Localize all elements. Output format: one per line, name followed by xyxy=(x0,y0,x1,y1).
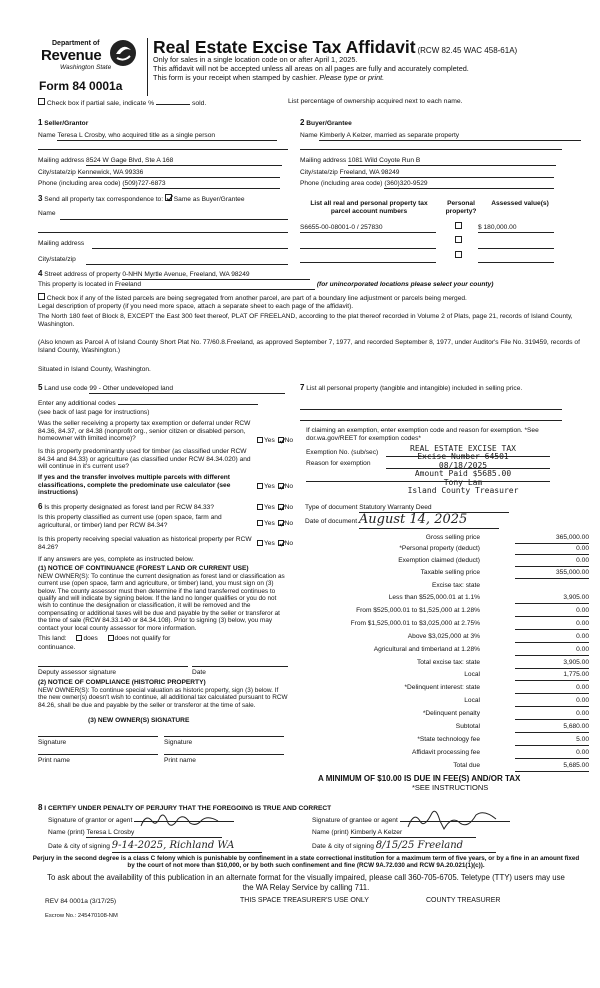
grantee-name-label: Name (print) xyxy=(312,829,349,836)
same-as-buyer-checkbox[interactable] xyxy=(165,194,172,201)
land-use-label: Land use code xyxy=(44,385,88,392)
sec6-q3: Is this property receiving special valuation as historical property per RCW 84.26? xyxy=(38,536,252,551)
total-state-label: Total excise tax: state xyxy=(416,659,480,666)
new-owner-print-1[interactable] xyxy=(38,754,158,755)
header-note3: This form is your receipt when stamped by cashier. xyxy=(153,73,318,82)
s6q1-no-label: No xyxy=(284,504,294,511)
q2-no-checkbox[interactable] xyxy=(278,483,284,489)
personal-col-header: Personal property? xyxy=(445,200,477,215)
assessed-row-3[interactable] xyxy=(478,262,554,263)
delinquent-interest-state-label: *Delinquent interest: state xyxy=(404,684,480,691)
seller-phone[interactable]: (509)727-6873 xyxy=(122,180,280,189)
tier3-label: From $1,525,000.01 to $3,025,000 at 2.75% xyxy=(350,620,480,627)
street-address[interactable]: 0-NHN Myrtle Avenue, Freeland, WA 98249 xyxy=(122,271,310,280)
notice3-heading: (3) NEW OWNER(S) SIGNATURE xyxy=(88,717,190,724)
see-instructions: *SEE INSTRUCTIONS xyxy=(412,783,489,792)
notice1-body: NEW OWNER(S): To continue the current designation as forest land or classification as current use (open space, farm and agriculture, or timber) land, you must sign on (3) below. The county assessor must then determine if the land transferred continues to qualify and will indicate by signing below. If the land no longer qualifies or you do not wish to continue the designation or classification, it will be removed and the compensating or additional taxes will be due and payable by the seller or transferor at the time of sale (RCW 84.33.140 or 84.34.108). Prior to signing (3) below, you may contact your local county assessor for more information. xyxy=(38,573,285,632)
does-checkbox[interactable] xyxy=(76,635,82,641)
stamp-line6: Island County Treasurer xyxy=(407,485,519,495)
tier2-value[interactable]: 0.00 xyxy=(515,607,589,617)
exemption-deduct-label: Exemption claimed (deduct) xyxy=(398,557,480,564)
assessed-row-2[interactable] xyxy=(478,248,554,249)
sec6-q2: Is this property classified as current use (open space, farm and agricultural, or timber) land per RCW 84.34? xyxy=(38,514,222,529)
deputy-date-field[interactable] xyxy=(192,666,288,667)
parcel-col-header: List all real and personal property tax parcel account numbers xyxy=(310,200,428,215)
ownership-note: List percentage of ownership acquired next to each name. xyxy=(288,98,463,105)
grantee-date-label: Date & city of signing xyxy=(312,843,374,850)
parcel-row-3[interactable] xyxy=(300,262,436,263)
delinquent-interest-local-label: Local xyxy=(464,697,480,704)
new-owner-print-2[interactable] xyxy=(164,754,284,755)
sig1-label: Signature xyxy=(38,739,67,746)
wa-logo-icon xyxy=(108,38,138,68)
gross-price-value[interactable]: 365,000.00 xyxy=(515,534,589,544)
sec3-mail-field[interactable] xyxy=(92,248,288,249)
sec6-note: If any answers are yes, complete as instructed below. xyxy=(38,556,195,563)
checkmark-icon xyxy=(279,541,285,547)
treasurer-use-label: THIS SPACE TREASURER'S USE ONLY xyxy=(240,897,369,904)
s6q1-yes-label: Yes xyxy=(264,504,275,511)
seller-name[interactable]: Teresa L Crosby, who acquired title as a single person xyxy=(57,132,277,141)
additional-codes-note: (see back of last page for instructions) xyxy=(38,409,150,416)
partial-sale-percent[interactable] xyxy=(156,104,190,105)
notice1-heading: (1) NOTICE OF CONTINUANCE (FOREST LAND OR CURRENT USE) xyxy=(38,565,249,572)
tier4-value[interactable]: 0.00 xyxy=(515,633,589,643)
notice2-body: NEW OWNER(S): To continue special valuation as historic property, sign (3) below. If the new owner(s) doesn't wish to continue, all additional tax calculated pursuant to RCW 84.26, shall be due and payable by the seller or transferor at the time of sale. xyxy=(38,687,288,709)
q2-yes-checkbox[interactable] xyxy=(257,483,263,489)
grantor-name-label: Name (print) xyxy=(48,829,85,836)
deputy-signature-field[interactable] xyxy=(38,666,188,667)
notice2-heading: (2) NOTICE OF COMPLIANCE (HISTORIC PROPERTY) xyxy=(38,679,206,686)
additional-codes-field[interactable] xyxy=(118,404,258,405)
delinquent-interest-local-value[interactable]: 0.00 xyxy=(515,697,589,707)
agri-value[interactable]: 0.00 xyxy=(515,646,589,656)
seller-city-label: City/state/zip xyxy=(38,169,76,176)
processing-fee-value[interactable]: 0.00 xyxy=(515,749,589,759)
s6q3-yes-checkbox[interactable] xyxy=(257,540,263,546)
agri-label: Agricultural and timberland at 1.28% xyxy=(373,646,480,653)
checkmark-icon xyxy=(279,505,285,511)
total-state-value[interactable]: 3,905.00 xyxy=(515,659,589,669)
legal-description-3: Situated in Island County, Washington. xyxy=(38,366,151,373)
buyer-num: 2 xyxy=(300,118,305,127)
seller-heading: Seller/Grantor xyxy=(44,120,89,127)
s6q2-yes-label: Yes xyxy=(264,520,275,527)
checkmark-icon xyxy=(279,438,285,444)
delinquent-interest-state-value[interactable]: 0.00 xyxy=(515,684,589,694)
q1-yes-label: Yes xyxy=(264,437,275,444)
grantor-signature-field[interactable] xyxy=(134,821,234,822)
exemption-deduct-value[interactable]: 0.00 xyxy=(515,557,589,567)
stamp-line5: Tony Lam xyxy=(443,477,483,487)
seller-num: 1 xyxy=(38,118,43,127)
deputy-date-label: Date xyxy=(192,669,206,676)
sec6-num: 6 xyxy=(38,502,43,511)
buyer-heading: Buyer/Grantee xyxy=(306,120,352,127)
seller-name-label: Name xyxy=(38,132,56,139)
minimum-due-note: A MINIMUM OF $10.00 IS DUE IN FEE(S) AND/OR TAX xyxy=(318,774,521,783)
local-tax-value[interactable]: 1,775.00 xyxy=(515,671,589,681)
buyer-name[interactable]: Kimberly A Kelzer, married as separate property xyxy=(319,132,581,141)
seller-city[interactable]: Kennewick, WA 99336 xyxy=(78,169,280,178)
sec4-num: 4 xyxy=(38,269,43,278)
excise-state-label: Excise tax: state xyxy=(431,582,480,589)
this-land-label: This land: xyxy=(38,635,67,642)
stamp-line3: 08/18/2025 xyxy=(438,460,488,470)
legal-description-1: The North 180 feet of Block 8, EXCEPT the East 300 feet thereof, PLAT OF FREELAND, according to the plat thereof recorded in Volume 2 of Plats, page 21, records of Island County, Washington. xyxy=(38,313,573,328)
does-not-label: does not qualify for xyxy=(114,635,171,642)
q2-yes-label: Yes xyxy=(264,483,275,490)
stamp-line1: REAL ESTATE EXCISE TAX xyxy=(410,444,516,453)
grantee-date-city[interactable]: 8/15/25 Freeland xyxy=(376,840,496,853)
does-not-checkbox[interactable] xyxy=(108,635,114,641)
personal-property-line-2[interactable] xyxy=(300,420,562,421)
sec8-num: 8 xyxy=(38,803,43,812)
taxable-price-value[interactable]: 355,000.00 xyxy=(515,569,589,579)
checkmark-icon xyxy=(166,195,173,202)
assessed-col-header: Assessed value(s) xyxy=(491,200,549,207)
sec5-num: 5 xyxy=(38,383,43,392)
s6q2-yes-checkbox[interactable] xyxy=(257,520,263,526)
grantee-signature-field[interactable] xyxy=(400,821,510,822)
seller-mail[interactable]: 8524 W Gage Blvd, Ste A 168 xyxy=(86,157,282,166)
buyer-phone-label: Phone (including area code) xyxy=(300,180,383,187)
exemption-no-label: Exemption No. (sub/sec) xyxy=(306,449,379,456)
sec3-text: Send all property tax correspondence to: xyxy=(44,196,164,203)
doc-type[interactable]: Statutory Warranty Deed xyxy=(359,504,509,513)
perjury-notice: Perjury in the second degree is a class C felony which is punishable by confinement in a state correctional institution for a maximum term of five years, or by a fine in an amount fixed by the court of not more than $10,000, or by both such confinement and fine (RCW 9A.72.030 and RCW 9A.20.021(1)(c)). xyxy=(32,855,580,870)
tech-fee-value[interactable]: 5.00 xyxy=(515,736,589,746)
location-value[interactable]: Freeland xyxy=(115,281,315,290)
s6q3-no-label: No xyxy=(284,540,294,547)
checkmark-icon xyxy=(279,521,285,527)
segregate-label: Check box if any of the listed parcels are being segregated from another parcel, are part of a boundary line adjustment or parcels being merged. xyxy=(46,295,467,302)
parcel-number[interactable]: S6655-00-08001-0 / 257830 xyxy=(300,224,436,233)
header-divider xyxy=(147,38,148,96)
q1-no-label: No xyxy=(284,437,294,444)
buyer-city-label: City/state/zip xyxy=(300,169,338,176)
does-label: does xyxy=(83,635,98,642)
reason-label: Reason for exemption xyxy=(306,460,371,467)
seller-mail-label: Mailing address xyxy=(38,157,85,164)
header-note3b: Please type or print. xyxy=(319,73,385,82)
tier1-label: Less than $525,000.01 at 1.1% xyxy=(388,594,480,601)
sec3-city-label: City/state/zip xyxy=(38,256,76,263)
legal-label: Legal description of property (if you need more space, attach a separate sheet to each page of the affidavit). xyxy=(38,303,354,310)
dept-line2: Revenue xyxy=(41,47,102,64)
s6q2-no-checkbox[interactable] xyxy=(278,520,284,526)
buyer-phone[interactable]: (360)320-9529 xyxy=(384,180,554,189)
personal-property-checkbox[interactable] xyxy=(455,222,462,229)
dor-logo xyxy=(38,38,142,80)
personal-property-line-1[interactable] xyxy=(300,409,562,410)
accessibility-note: To ask about the availability of this publication in an alternate format for the visually impaired, please call 360-705-6705. Teletype (TTY) users may use the WA Relay Service by calling 711. xyxy=(47,873,565,892)
stamp-line2: Excise Number 64501 xyxy=(417,452,509,462)
location-note: (for unincorporated locations please select your county) xyxy=(316,281,494,288)
exemption-note: If claiming an exemption, enter exemption code and reason for exemption. *See dor.wa.gov/REET for exemption codes* xyxy=(306,427,539,442)
buyer-city[interactable]: Freeland, WA 98249 xyxy=(340,169,554,178)
sec3-city-field[interactable] xyxy=(86,264,288,265)
personal-property-checkbox-2[interactable] xyxy=(455,236,462,243)
sec3-mail-label: Mailing address xyxy=(38,240,85,247)
partial-sale-checkbox[interactable] xyxy=(38,98,45,105)
grantee-signature-label: Signature of grantee or agent xyxy=(312,817,398,824)
sec5-q2a: Is this property predominantly used for timber (as classified under RCW 84.34 and 84.33) or agriculture (as classified under RCW 84.34.020) and will continue in it's current use? xyxy=(38,448,251,471)
grantor-name[interactable]: Teresa L Crosby xyxy=(86,829,222,838)
total-due-label: Total due xyxy=(453,762,480,769)
sec3-name-field[interactable] xyxy=(60,219,288,220)
doc-type-label: Type of document xyxy=(305,504,358,511)
sec3-name-label: Name xyxy=(38,210,56,217)
sec7-text: List all personal property (tangible and intangible) included in selling price. xyxy=(306,385,523,392)
page-title: Real Estate Excise Tax Affidavit xyxy=(153,37,416,57)
seller-phone-label: Phone (including area code) xyxy=(38,180,121,187)
tier1-value[interactable]: 3,905.00 xyxy=(515,594,589,604)
rcw-reference: (RCW 82.45 WAC 458-61A) xyxy=(417,46,518,55)
segregate-checkbox[interactable] xyxy=(38,293,45,300)
q2-no-label: No xyxy=(284,483,294,490)
escrow-number: Escrow No.: 245470108-NM xyxy=(45,913,118,919)
header-note1: Only for sales in a single location code on or after April 1, 2025. xyxy=(153,55,358,64)
subtotal-label: Subtotal xyxy=(455,723,480,730)
s6q2-no-label: No xyxy=(284,520,294,527)
form-number: Form 84 0001a xyxy=(39,79,123,93)
sec5-q1: Was the seller receiving a property tax exemption or deferral under RCW 84.36, 84.37, or 84.38 (nonprofit org., senior citizen or disabled person, homeowner with limited income)? xyxy=(38,420,251,443)
parcel-row-2[interactable] xyxy=(300,248,436,249)
tier2-label: From $525,000.01 to $1,525,000 at 1.28% xyxy=(356,607,480,614)
processing-fee-label: Affidavit processing fee xyxy=(411,749,480,756)
gross-price-label: Gross selling price xyxy=(425,534,480,541)
sec6-q1: Is this property designated as forest land per RCW 84.33? xyxy=(44,504,214,511)
personal-deduct-value[interactable]: 0.00 xyxy=(515,545,589,555)
subtotal-value[interactable]: 5,680.00 xyxy=(515,723,589,733)
q1-yes-checkbox[interactable] xyxy=(257,437,263,443)
sec5-q2b: If yes and the transfer involves multiple parcels with different classifications, complete the predominate use calculator (see instructions) xyxy=(38,474,231,497)
location-label: This property is located in xyxy=(38,281,114,288)
total-due-value[interactable]: 5,685.00 xyxy=(515,762,589,772)
dept-line3: Washington State xyxy=(60,64,112,71)
buyer-mail[interactable]: 1081 Wild Coyote Run B xyxy=(348,157,556,166)
sig2-label: Signature xyxy=(164,739,193,746)
partial-sale-label: Check box if partial sale, indicate % xyxy=(46,100,155,107)
grantee-name[interactable]: Kimberly A Kelzer xyxy=(350,829,476,838)
grantor-signature-image xyxy=(138,811,228,831)
buyer-name-label: Name xyxy=(300,132,318,139)
s6q3-yes-label: Yes xyxy=(264,540,275,547)
header-note2: This affidavit will not be accepted unless all areas on all pages are fully and accurately completed. xyxy=(153,64,469,73)
tech-fee-label: *State technology fee xyxy=(417,736,480,743)
assessed-value[interactable]: $ 180,000.00 xyxy=(478,224,554,233)
new-owner-signature-1[interactable] xyxy=(38,736,158,737)
taxable-price-label: Taxable selling price xyxy=(420,569,480,576)
tier3-value[interactable]: 0.00 xyxy=(515,620,589,630)
delinquent-penalty-value[interactable]: 0.00 xyxy=(515,710,589,720)
additional-codes-label: Enter any additional codes xyxy=(38,400,116,407)
form-revision: REV 84 0001a (3/17/25) xyxy=(45,898,117,905)
sec3-num: 3 xyxy=(38,194,43,203)
deputy-label: Deputy assessor signature xyxy=(38,669,117,676)
print1-label: Print name xyxy=(38,757,70,764)
doc-date-label: Date of document xyxy=(305,518,358,525)
grantor-date-city[interactable]: 9-14-2025, Richland WA xyxy=(112,840,262,853)
partial-sale-sold: sold. xyxy=(191,100,207,107)
s6q1-no-checkbox[interactable] xyxy=(278,504,284,510)
new-owner-signature-2[interactable] xyxy=(164,736,284,737)
s6q3-no-checkbox[interactable] xyxy=(278,540,284,546)
street-label: Street address of property xyxy=(44,271,121,278)
grantor-signature-label: Signature of grantor or agent xyxy=(48,817,133,824)
dept-line1: Department of xyxy=(52,40,100,47)
buyer-mail-label: Mailing address xyxy=(300,157,347,164)
sec7-num: 7 xyxy=(300,383,305,392)
county-treasurer-label: COUNTY TREASURER xyxy=(426,897,501,904)
stamp-line4: Amount Paid $5685.00 xyxy=(414,469,512,479)
delinquent-penalty-label: *Delinquent penalty xyxy=(422,710,480,717)
grantor-date-label: Date & city of signing xyxy=(48,843,110,850)
same-as-buyer-label: Same as Buyer/Grantee xyxy=(173,196,245,203)
local-tax-label: Local xyxy=(464,671,480,678)
personal-property-checkbox-3[interactable] xyxy=(455,251,462,258)
checkmark-icon xyxy=(279,484,285,490)
q1-no-checkbox[interactable] xyxy=(278,437,284,443)
tier4-label: Above $3,025,000 at 3% xyxy=(407,633,480,640)
print2-label: Print name xyxy=(164,757,196,764)
land-use-code[interactable]: 99 - Other undeveloped land xyxy=(89,385,285,394)
continuance-label: continuance. xyxy=(38,644,76,651)
personal-deduct-label: *Personal property (deduct) xyxy=(399,545,480,552)
s6q1-yes-checkbox[interactable] xyxy=(257,504,263,510)
treasurer-stamp xyxy=(393,445,533,495)
certify-heading: I CERTIFY UNDER PENALTY OF PERJURY THAT THE FOREGOING IS TRUE AND CORRECT xyxy=(44,805,332,812)
legal-description-2: (Also known as Parcel A of Island County Short Plat No. 77/60.8.Freeland, as approved September 7, 1977, and recorded September 8, 1977, under Auditor's File No. 319459, records of Island County, Washington.) xyxy=(38,339,580,354)
doc-date[interactable]: August 14, 2025 xyxy=(359,513,499,529)
